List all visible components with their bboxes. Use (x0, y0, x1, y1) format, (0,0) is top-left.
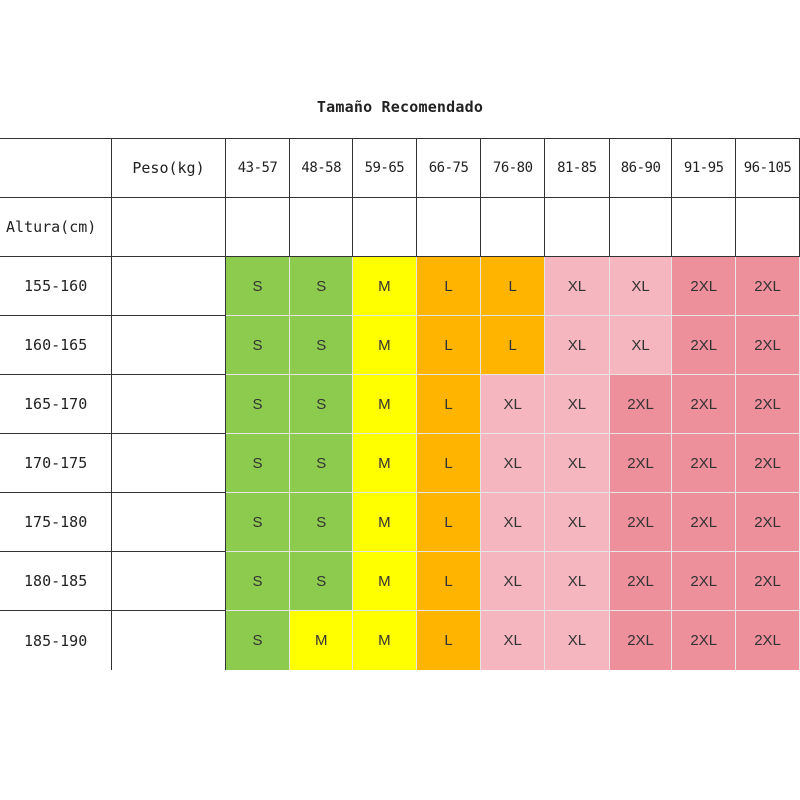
empty-cell (481, 198, 545, 257)
size-cell: 2XL (609, 611, 672, 671)
weight-header-cell: 66-75 (416, 139, 481, 198)
weight-header-row (0, 139, 800, 198)
table-row (0, 434, 800, 493)
height-cell: 185-190 (0, 611, 112, 671)
size-cell: L (416, 316, 481, 375)
table-row (0, 493, 800, 552)
empty-cell (112, 434, 225, 493)
height-cell: 180-185 (0, 552, 112, 611)
size-cell: S (225, 611, 290, 671)
table-row (0, 375, 800, 434)
size-cell: M (353, 552, 417, 611)
weight-header-cell: 81-85 (545, 139, 610, 198)
size-chart-table (0, 138, 800, 670)
weight-header-cell: 91-95 (672, 139, 736, 198)
weight-header-cell: 96-105 (736, 139, 800, 198)
size-cell: M (353, 316, 417, 375)
size-cell: S (225, 493, 290, 552)
empty-cell (112, 375, 225, 434)
size-cell: L (416, 611, 481, 671)
size-cell: S (225, 375, 290, 434)
size-cell: XL (545, 611, 610, 671)
size-cell: M (353, 375, 417, 434)
size-cell: XL (545, 257, 610, 316)
size-cell: 2XL (736, 434, 800, 493)
empty-cell (112, 198, 225, 257)
size-cell: M (353, 257, 417, 316)
size-cell: 2XL (736, 257, 800, 316)
empty-cell (112, 316, 225, 375)
size-cell: 2XL (672, 611, 736, 671)
empty-cell (609, 198, 672, 257)
weight-header-cell: 59-65 (353, 139, 417, 198)
size-cell: 2XL (672, 316, 736, 375)
empty-cell (290, 198, 353, 257)
height-cell: 165-170 (0, 375, 112, 434)
size-cell: XL (481, 611, 545, 671)
table-row (0, 611, 800, 671)
size-cell: 2XL (736, 493, 800, 552)
size-cell: S (290, 375, 353, 434)
empty-cell (112, 493, 225, 552)
empty-cell (672, 198, 736, 257)
size-cell: 2XL (609, 552, 672, 611)
page-title: Tamaño Recomendado (316, 98, 484, 116)
size-cell: S (225, 257, 290, 316)
empty-cell (736, 198, 800, 257)
size-cell: S (225, 316, 290, 375)
size-cell: M (353, 434, 417, 493)
size-cell: 2XL (609, 375, 672, 434)
corner-cell (0, 139, 112, 198)
empty-cell (353, 198, 417, 257)
size-cell: XL (609, 257, 672, 316)
altura-label: Altura(cm) (0, 198, 112, 257)
size-cell: XL (481, 434, 545, 493)
altura-header-row (0, 198, 800, 257)
peso-label: Peso(kg) (112, 139, 225, 198)
size-cell: 2XL (609, 493, 672, 552)
size-cell: S (225, 434, 290, 493)
weight-header-cell: 48-58 (290, 139, 353, 198)
size-cell: L (481, 316, 545, 375)
empty-cell (545, 198, 610, 257)
weight-header-cell: 43-57 (225, 139, 290, 198)
size-cell: XL (609, 316, 672, 375)
table-row (0, 316, 800, 375)
size-cell: 2XL (609, 434, 672, 493)
weight-header-cell: 76-80 (481, 139, 545, 198)
size-cell: 2XL (736, 375, 800, 434)
size-cell: 2XL (672, 257, 736, 316)
size-cell: 2XL (736, 611, 800, 671)
size-cell: S (290, 257, 353, 316)
size-chart-body (0, 139, 800, 671)
table-row (0, 552, 800, 611)
size-cell: XL (545, 316, 610, 375)
size-cell: XL (481, 493, 545, 552)
height-cell: 170-175 (0, 434, 112, 493)
size-cell: M (353, 611, 417, 671)
size-cell: 2XL (736, 552, 800, 611)
weight-header-cell: 86-90 (609, 139, 672, 198)
empty-cell (112, 257, 225, 316)
size-cell: M (290, 611, 353, 671)
size-cell: S (290, 434, 353, 493)
size-cell: L (416, 552, 481, 611)
size-cell: S (290, 316, 353, 375)
size-cell: XL (481, 552, 545, 611)
size-cell: S (225, 552, 290, 611)
height-cell: 155-160 (0, 257, 112, 316)
size-cell: L (481, 257, 545, 316)
size-cell: S (290, 552, 353, 611)
size-cell: XL (545, 375, 610, 434)
table-row (0, 257, 800, 316)
size-cell: 2XL (672, 552, 736, 611)
empty-cell (416, 198, 481, 257)
size-cell: 2XL (736, 316, 800, 375)
size-cell: L (416, 493, 481, 552)
size-cell: XL (481, 375, 545, 434)
size-cell: L (416, 375, 481, 434)
height-cell: 160-165 (0, 316, 112, 375)
size-cell: XL (545, 493, 610, 552)
size-cell: XL (545, 552, 610, 611)
empty-cell (225, 198, 290, 257)
size-cell: L (416, 257, 481, 316)
size-cell: 2XL (672, 375, 736, 434)
size-cell: M (353, 493, 417, 552)
height-cell: 175-180 (0, 493, 112, 552)
empty-cell (112, 611, 225, 671)
size-cell: L (416, 434, 481, 493)
empty-cell (112, 552, 225, 611)
size-cell: 2XL (672, 434, 736, 493)
size-cell: 2XL (672, 493, 736, 552)
size-cell: XL (545, 434, 610, 493)
size-cell: S (290, 493, 353, 552)
